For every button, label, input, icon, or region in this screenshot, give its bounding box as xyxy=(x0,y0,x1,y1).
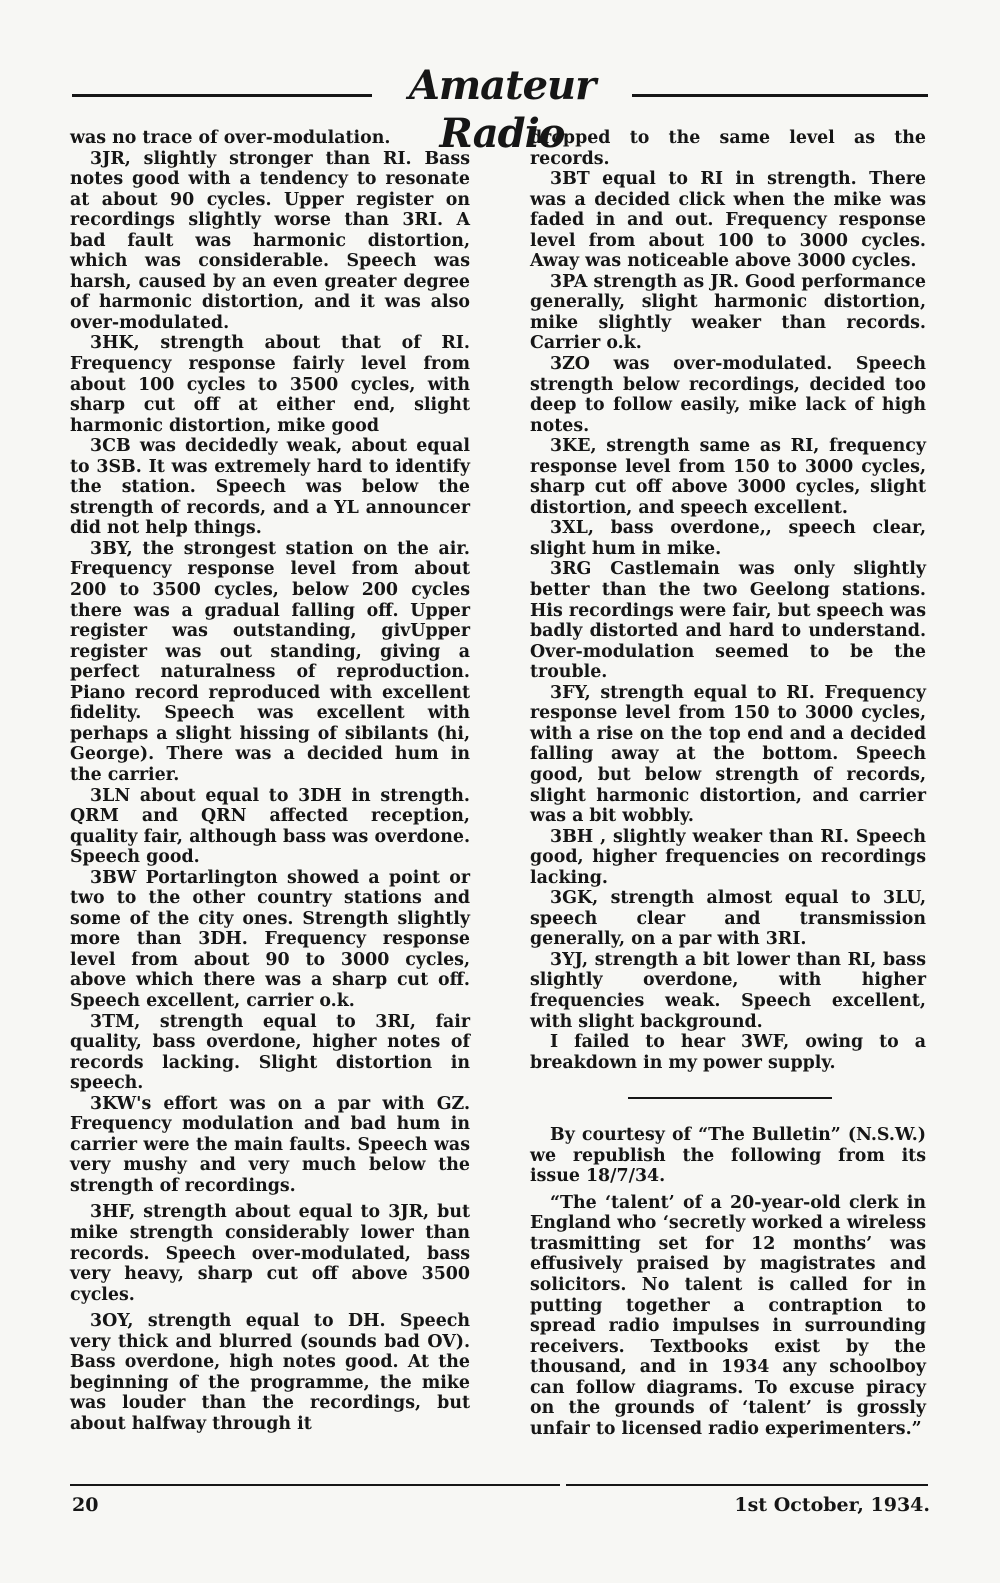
paragraph: 3BW Portarlington showed a point or two to the other country stations and some of the city ones. Strength slightly more than 3DH. Frequency response level from about 90 to 3000 cycles, above which there was a sharp cut off. Speech excellent, carrier o.k. xyxy=(70,867,470,1011)
paragraph: I failed to hear 3WF, owing to a breakdown in my power supply. xyxy=(530,1032,926,1073)
masthead-rule-left xyxy=(72,94,372,97)
paragraph: dropped to the same level as the records. xyxy=(530,128,926,169)
paragraph: 3TM, strength equal to 3RI, fair quality, bass overdone, higher notes of records lacking. Slight distortion in speech. xyxy=(70,1011,470,1094)
paragraph: 3FY, strength equal to RI. Frequency response level from 150 to 3000 cycles, with a rise on the top end and a decided falling away at the bottom. Speech good, but below strength of records, slight harmonic distortion, and carrier was a bit wobbly. xyxy=(530,682,926,827)
masthead-title: Amateur Radio xyxy=(408,62,596,157)
paragraph: 3PA strength as JR. Good performance generally, slight harmonic distortion, mike slightly weaker than records. Carrier o.k. xyxy=(530,271,926,354)
left-column xyxy=(70,128,470,1434)
paragraph: 3JR, slightly stronger than RI. Bass notes good with a tendency to resonate at about 90 cycles. Upper register on recordings slightly worse than 3RI. A bad fault was harmonic distortion, which was considerable. Speech was harsh, caused by an even greater degree of harmonic distortion, and it was also over-modulated. xyxy=(70,148,470,333)
paragraph: 3BH , slightly weaker than RI. Speech good, higher frequencies on recordings lacking. xyxy=(530,826,926,888)
bulletin-quote: “The ‘talent’ of a 20-year-old clerk in England who ‘secretly worked a wireless trasmitting set for 12 months’ was effusively praised by magistrates and solicitors. No talent is called for in putting together a contraption to spread radio impulses in surrounding receivers. Textbooks exist by the thousand, and in 1934 any schoolboy can follow diagrams. To excuse piracy on the grounds of ‘talent’ is grossly unfair to licensed radio experimenters.” xyxy=(530,1192,926,1439)
paragraph: 3RG Castlemain was only slightly better than the two Geelong stations. His recordings were fair, but speech was badly distorted and hard to understand. Over-modulation seemed to be the trouble. xyxy=(530,559,926,683)
section-divider xyxy=(628,1097,832,1099)
paragraph: 3OY, strength equal to DH. Speech very thick and blurred (sounds bad OV). Bass overdone, high notes good. At the beginning of the programme, the mike was louder than the recordings, but about halfway through it xyxy=(70,1311,470,1434)
paragraph: 3BT equal to RI in strength. There was a decided click when the mike was faded in and out. Frequency response level from about 100 to 3000 cycles. Away was noticeable above 3000 cycles. xyxy=(530,169,926,272)
paragraph: 3XL, bass overdone,, speech clear, slight hum in mike. xyxy=(530,518,926,559)
masthead-rule-right xyxy=(632,94,928,97)
issue-date: 1st October, 1934. xyxy=(734,1494,930,1516)
paragraph: 3HF, strength about equal to 3JR, but mike strength considerably lower than records. Speech over-modulated, bass very heavy, sharp cut off above 3500 cycles. xyxy=(70,1202,470,1305)
paragraph: 3BY, the strongest station on the air. Frequency response level from about 200 to 3500 cycles, below 200 cycles there was a gradual falling off. Upper register was outstanding, givUpper register was out standing, giving a perfect naturalness of reproduction. Piano record reproduced with excellent fidelity. Speech was excellent with perhaps a slight hissing of sibilants (hi, George). There was a decided hum in the carrier. xyxy=(70,538,470,785)
paragraph: 3GK, strength almost equal to 3LU, speech clear and transmission generally, on a par with 3RI. xyxy=(530,888,926,950)
paragraph: 3LN about equal to 3DH in strength. QRM and QRN affected reception, quality fair, although bass was overdone. Speech good. xyxy=(70,785,470,868)
paragraph: 3HK, strength about that of RI. Frequency response fairly level from about 100 cycles to 3500 cycles, with sharp cut off at either end, slight harmonic distortion, mike good xyxy=(70,333,470,436)
paragraph: 3ZO was over-modulated. Speech strength below recordings, decided too deep to follow easily, mike lack of high notes. xyxy=(530,354,926,436)
footer-rule-right xyxy=(566,1484,928,1486)
bulletin-intro: By courtesy of “The Bulletin” (N.S.W.) we republish the following from its issue 18/7/34. xyxy=(530,1125,926,1187)
paragraph: 3KW's effort was on a par with GZ. Frequency modulation and bad hum in carrier were the main faults. Speech was very mushy and very much below the strength of recordings. xyxy=(70,1093,470,1196)
page-number: 20 xyxy=(72,1494,99,1516)
right-column xyxy=(530,128,926,1439)
paragraph: 3YJ, strength a bit lower than RI, bass slightly overdone, with higher frequencies weak. Speech excellent, with slight background. xyxy=(530,949,926,1032)
paragraph: was no trace of over-modulation. xyxy=(70,128,391,148)
paragraph: 3KE, strength same as RI, frequency response level from 150 to 3000 cycles, sharp cut off above 3000 cycles, slight distortion, and speech excellent. xyxy=(530,436,926,518)
paragraph: 3CB was decidedly weak, about equal to 3SB. It was extremely hard to identify the station. Speech was below the strength of records, and a YL announcer did not help things. xyxy=(70,436,470,539)
footer-rule-left xyxy=(70,1484,560,1486)
